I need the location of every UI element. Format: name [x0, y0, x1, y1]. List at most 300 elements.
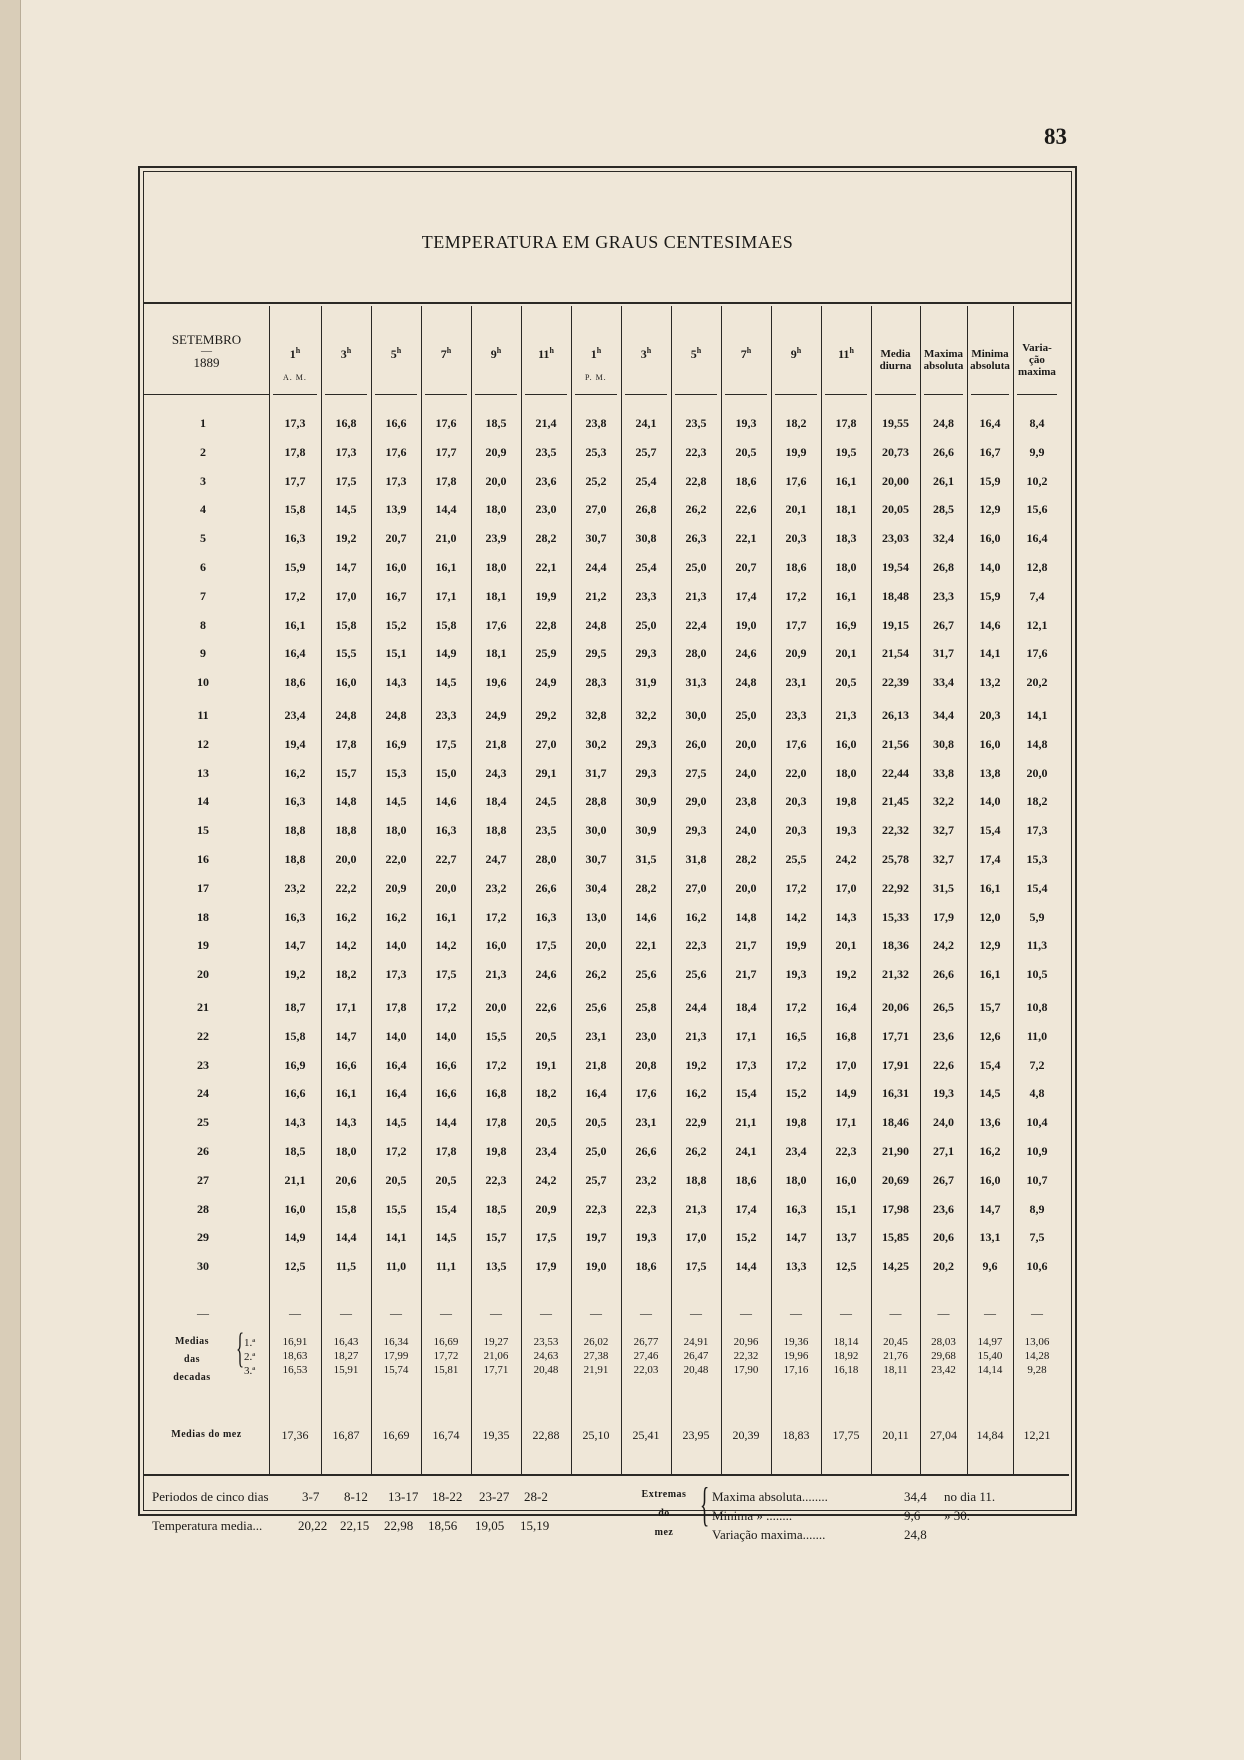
- table-cell: 24,8: [385, 708, 407, 722]
- extremas-line-tail: no dia 11.: [944, 1489, 996, 1504]
- table-cell: 30,8: [933, 736, 954, 751]
- decade-mean-cell: 16,34: [383, 1336, 409, 1348]
- table-cell: 17,5: [535, 1230, 557, 1245]
- table-cell: 17,7: [785, 617, 807, 632]
- month-mean-cell: 16,87: [332, 1428, 360, 1442]
- decade-mean-cell: 22,03: [633, 1364, 659, 1376]
- decade-mean-cell: 9,28: [1027, 1364, 1047, 1376]
- table-cell: 32,7: [933, 823, 954, 838]
- table-cell: 14,0: [385, 1028, 407, 1043]
- table-cell: 21,0: [435, 531, 457, 546]
- table-cell: 24,8: [585, 617, 607, 632]
- decade-mean-cell: 14,14: [977, 1364, 1003, 1376]
- day-number: 6: [200, 560, 206, 574]
- table-cell: 23,8: [585, 416, 607, 430]
- table-cell: 15,7: [485, 1230, 507, 1245]
- table-cell: 17,5: [435, 736, 457, 751]
- variacao-maxima-header: Varia- ção maxima: [1018, 342, 1056, 378]
- table-cell: 19,9: [785, 938, 807, 953]
- table-cell: 31,7: [585, 765, 607, 780]
- table-cell: 16,3: [284, 531, 306, 546]
- decade-mean-cell: 22,32: [733, 1350, 759, 1362]
- table-cell: 17,3: [1026, 823, 1048, 838]
- table-cell: 27,0: [585, 502, 607, 517]
- decade-mean-cell: 24,63: [533, 1350, 559, 1362]
- table-cell: 20,06: [882, 1000, 909, 1014]
- month-mean-cell: 27,04: [930, 1428, 957, 1442]
- table-cell: 20,3: [979, 708, 1001, 722]
- medias-do-mez-label: Medias do mez: [171, 1429, 242, 1440]
- table-cell: 28,2: [635, 880, 657, 895]
- table-cell: 21,3: [485, 967, 507, 982]
- table-cell: 20,0: [735, 736, 757, 751]
- table-cell: 19,2: [284, 967, 306, 982]
- table-cell: 28,3: [585, 675, 607, 690]
- table-cell: 25,6: [685, 967, 707, 982]
- periodo-value: 13-17: [388, 1489, 419, 1504]
- table-cell: 14,5: [335, 502, 357, 517]
- table-cell: 25,4: [635, 560, 657, 574]
- day-number: 25: [197, 1115, 209, 1130]
- month-label: SETEMBRO: [171, 332, 242, 347]
- table-cell: 15,6: [1026, 502, 1048, 517]
- title-box: [144, 172, 1071, 304]
- table-cell: 13,1: [979, 1230, 1001, 1245]
- table-cell: 23,3: [933, 588, 954, 603]
- table-cell: 25,8: [635, 1000, 657, 1014]
- table-cell: 18,4: [735, 1000, 757, 1014]
- table-cell: 18,6: [735, 473, 757, 488]
- table-cell: 20,6: [933, 1230, 954, 1245]
- table-cell: 18,1: [485, 588, 507, 603]
- table-cell: 20,05: [882, 502, 909, 517]
- table-cell: 18,4: [485, 794, 507, 809]
- table-cell: 19,3: [835, 823, 857, 838]
- table-cell: 14,4: [435, 502, 457, 517]
- table-cell: 24,0: [933, 1115, 954, 1130]
- decade-mean-cell: 27,38: [583, 1350, 609, 1362]
- table-cell: 16,1: [835, 588, 857, 603]
- table-cell: 29,5: [585, 646, 607, 661]
- table-cell: 16,0: [979, 736, 1001, 751]
- table-cell: 17,0: [835, 1057, 857, 1072]
- table-cell: 14,2: [435, 938, 457, 953]
- table-cell: 20,0: [735, 880, 757, 895]
- table-cell: 17,7: [435, 444, 457, 459]
- table-cell: 17,3: [385, 473, 407, 488]
- table-cell: 17,5: [335, 473, 357, 488]
- table-cell: 14,3: [835, 909, 857, 924]
- table-cell: 23,2: [485, 880, 507, 895]
- table-cell: 26,1: [933, 473, 954, 488]
- table-cell: 19,2: [685, 1057, 707, 1072]
- table-cell: 21,3: [835, 708, 857, 722]
- table-cell: 22,7: [435, 852, 457, 866]
- table-cell: 21,2: [585, 588, 607, 603]
- table-cell: 15,8: [284, 1028, 306, 1043]
- table-cell: 29,3: [635, 736, 657, 751]
- table-cell: 24,5: [535, 794, 557, 809]
- table-cell: 27,0: [535, 736, 557, 751]
- decade-mean-cell: 17,16: [783, 1364, 809, 1376]
- decade-mean-cell: 21,06: [483, 1350, 509, 1362]
- decade-mean-cell: 19,27: [483, 1336, 509, 1348]
- table-cell: 23,6: [535, 473, 557, 488]
- decade-mean-cell: 21,91: [583, 1364, 609, 1376]
- table-cell: 21,32: [882, 967, 909, 982]
- day-number: 2: [200, 444, 206, 459]
- table-cell: 26,2: [585, 967, 607, 982]
- table-cell: 22,1: [535, 560, 557, 574]
- table-cell: 30,4: [585, 880, 607, 895]
- table-cell: 21,7: [735, 967, 757, 982]
- dash-mark: —: [740, 1306, 752, 1320]
- table-cell: 16,7: [979, 444, 1001, 459]
- table-cell: 14,3: [385, 675, 407, 690]
- table-cell: 14,1: [385, 1230, 407, 1245]
- table-cell: 20,6: [335, 1172, 357, 1187]
- table-cell: 25,5: [785, 852, 807, 866]
- table-cell: 16,3: [785, 1201, 807, 1216]
- table-cell: 20,0: [1026, 765, 1048, 780]
- day-number: 19: [197, 938, 209, 953]
- table-cell: 19,2: [335, 531, 357, 546]
- table-cell: 16,3: [284, 794, 306, 809]
- table-cell: 17,3: [284, 416, 306, 430]
- table-cell: 27,1: [933, 1144, 954, 1158]
- decade-mean-cell: 26,77: [633, 1336, 659, 1348]
- table-cell: 23,1: [585, 1028, 607, 1043]
- table-cell: 18,0: [385, 823, 407, 838]
- table-cell: 33,4: [933, 675, 954, 690]
- table-cell: 17,2: [435, 1000, 457, 1014]
- day-number: 28: [197, 1201, 209, 1216]
- hour-header: 9$^h$: [790, 346, 802, 361]
- table-cell: 11,5: [335, 1259, 357, 1274]
- table-cell: 25,2: [585, 473, 607, 488]
- table-cell: 22,32: [882, 823, 909, 838]
- table-cell: 20,0: [585, 938, 607, 953]
- decade-mean-cell: 19,36: [783, 1336, 809, 1348]
- table-cell: 16,6: [335, 1057, 357, 1072]
- header-cell-rule: [675, 394, 717, 395]
- table-cell: 19,8: [485, 1144, 507, 1158]
- decade-mean-cell: 15,81: [433, 1364, 459, 1376]
- table-cell: 20,0: [335, 852, 357, 866]
- day-number: 5: [200, 531, 206, 546]
- decade-mean-cell: 16,18: [833, 1364, 859, 1376]
- decade-mean-cell: 21,76: [883, 1350, 908, 1362]
- table-cell: 18,8: [335, 823, 357, 838]
- table-cell: 23,8: [735, 794, 757, 809]
- table-cell: 18,5: [485, 1201, 507, 1216]
- day-number: 30: [197, 1259, 209, 1274]
- month-mean-cell: 20,11: [882, 1428, 909, 1442]
- table-cell: 15,4: [435, 1201, 457, 1216]
- header-cell-rule: [725, 394, 767, 395]
- month-mean-cell: 17,36: [281, 1428, 309, 1442]
- table-cell: 14,8: [735, 909, 757, 924]
- table-cell: 31,3: [685, 675, 707, 690]
- table-cell: 26,8: [933, 560, 954, 574]
- table-cell: 14,0: [385, 938, 407, 953]
- table-cell: 28,8: [585, 794, 607, 809]
- table-cell: 9,9: [1029, 444, 1045, 459]
- table-cell: 24,2: [835, 852, 857, 866]
- table-cell: 17,6: [635, 1086, 657, 1101]
- decade-mean-cell: 16,43: [333, 1336, 359, 1348]
- table-cell: 17,6: [435, 416, 457, 430]
- table-cell: 20,2: [933, 1259, 954, 1274]
- table-cell: 13,8: [979, 765, 1001, 780]
- decade-mean-cell: 24,91: [683, 1336, 709, 1348]
- table-cell: 17,2: [785, 1057, 807, 1072]
- day-number: 18: [197, 909, 209, 924]
- table-cell: 26,2: [685, 1144, 707, 1158]
- header-cell-rule: [775, 394, 817, 395]
- table-cell: 15,8: [435, 617, 457, 632]
- pm-label: P. M.: [585, 373, 607, 382]
- table-cell: 16,3: [535, 909, 557, 924]
- decade-mean-cell: 16,69: [433, 1336, 459, 1348]
- dash-mark: —: [1031, 1306, 1043, 1320]
- table-cell: 15,4: [735, 1086, 757, 1101]
- table-cell: 25,7: [635, 444, 657, 459]
- table-cell: 22,39: [882, 675, 909, 690]
- table-cell: 23,0: [535, 502, 557, 517]
- table-cell: 15,9: [979, 588, 1001, 603]
- table-cell: 31,5: [635, 852, 657, 866]
- table-cell: 10,4: [1026, 1115, 1048, 1130]
- table-cell: 18,0: [485, 502, 507, 517]
- table-cell: 15,2: [785, 1086, 807, 1101]
- table-cell: 21,3: [685, 588, 707, 603]
- decade-mean-cell: 18,14: [833, 1336, 859, 1348]
- decade-mean-cell: 26,02: [583, 1336, 609, 1348]
- table-cell: 24,6: [535, 967, 557, 982]
- table-cell: 20,9: [785, 646, 807, 661]
- table-cell: 22,3: [835, 1144, 857, 1158]
- table-cell: 31,8: [685, 852, 707, 866]
- table-cell: 19,8: [835, 794, 857, 809]
- table-cell: 34,4: [933, 708, 954, 722]
- table-cell: 21,1: [284, 1172, 306, 1187]
- dash-mark: —: [889, 1306, 902, 1320]
- year-label: 1889: [193, 355, 220, 370]
- table-cell: 22,4: [685, 617, 707, 632]
- table-cell: 16,4: [585, 1086, 607, 1101]
- table-cell: 25,6: [585, 1000, 607, 1014]
- table-cell: 29,0: [685, 794, 707, 809]
- day-number: 24: [197, 1086, 209, 1101]
- table-cell: 17,3: [335, 444, 357, 459]
- table-cell: 23,5: [685, 416, 707, 430]
- table-cell: 19,8: [785, 1115, 807, 1130]
- table-cell: 25,0: [735, 708, 757, 722]
- table-cell: 28,0: [535, 852, 557, 866]
- table-cell: 11,1: [435, 1259, 457, 1274]
- table-cell: 16,0: [835, 1172, 857, 1187]
- table-cell: 28,2: [535, 531, 557, 546]
- table-cell: 24,3: [485, 765, 507, 780]
- table-cell: 14,0: [979, 560, 1001, 574]
- table-cell: 15,2: [735, 1230, 757, 1245]
- table-cell: 17,6: [785, 736, 807, 751]
- table-cell: 15,7: [979, 1000, 1001, 1014]
- hour-header: 11$^h$: [538, 346, 554, 361]
- dash-mark: —: [590, 1306, 602, 1320]
- periodo-value: 3-7: [302, 1489, 320, 1504]
- table-cell: 19,3: [735, 416, 757, 430]
- periodos-label: Periodos de cinco dias: [152, 1489, 269, 1504]
- table-cell: 13,6: [979, 1115, 1001, 1130]
- month-mean-cell: 12,21: [1023, 1428, 1051, 1442]
- table-cell: 17,6: [385, 444, 407, 459]
- month-mean-cell: 14,84: [976, 1428, 1004, 1442]
- header-cell-rule: [525, 394, 567, 395]
- table-cell: 14,7: [335, 1028, 357, 1043]
- table-cell: 19,2: [835, 967, 857, 982]
- table-cell: 17,1: [435, 588, 457, 603]
- header-cell-rule: [425, 394, 467, 395]
- table-cell: 23,4: [535, 1144, 557, 1158]
- table-cell: 14,5: [385, 794, 407, 809]
- table-cell: 28,0: [685, 646, 707, 661]
- decade-mean-cell: 18,63: [282, 1350, 308, 1362]
- table-cell: 30,7: [585, 852, 607, 866]
- table-cell: 13,9: [385, 502, 407, 517]
- table-cell: 19,3: [933, 1086, 954, 1101]
- decade-mean-cell: 18,92: [833, 1350, 859, 1362]
- temperatura-value: 20,22: [298, 1518, 328, 1533]
- table-cell: 16,0: [485, 938, 507, 953]
- day-number: 27: [197, 1172, 209, 1187]
- table-cell: 22,8: [685, 473, 707, 488]
- hour-header: 7$^h$: [440, 346, 452, 361]
- table-cell: 22,1: [635, 938, 657, 953]
- table-cell: 16,1: [979, 880, 1001, 895]
- table-cell: 20,9: [485, 444, 507, 459]
- table-cell: 17,71: [882, 1028, 909, 1043]
- table-cell: 22,3: [635, 1201, 657, 1216]
- table-cell: 22,3: [685, 938, 707, 953]
- table-cell: 20,5: [535, 1115, 557, 1130]
- table-cell: 7,5: [1029, 1230, 1045, 1245]
- table-cell: 7,2: [1029, 1057, 1045, 1072]
- table-bottom-rule: [144, 1474, 1069, 1476]
- table-cell: 19,9: [535, 588, 557, 603]
- extremas-label: Extremas do mez: [641, 1489, 687, 1538]
- month-mean-cell: 19,35: [482, 1428, 510, 1442]
- table-cell: 30,0: [585, 823, 607, 838]
- table-cell: 11,0: [385, 1259, 407, 1274]
- table-cell: 26,6: [933, 967, 954, 982]
- table-cell: 18,0: [835, 560, 857, 574]
- table-cell: 15,8: [335, 617, 357, 632]
- table-cell: 10,2: [1026, 473, 1048, 488]
- table-cell: 33,8: [933, 765, 954, 780]
- table-cell: 22,3: [585, 1201, 607, 1216]
- table-cell: 24,0: [735, 823, 757, 838]
- dash-mark: —: [390, 1306, 402, 1320]
- table-cell: 26,6: [635, 1144, 657, 1158]
- table-cell: 20,0: [485, 1000, 507, 1014]
- table-cell: 14,6: [435, 794, 457, 809]
- table-cell: 20,1: [785, 502, 807, 517]
- table-cell: 18,5: [485, 416, 507, 430]
- table-cell: 17,8: [435, 1144, 457, 1158]
- table-cell: 14,6: [635, 909, 657, 924]
- table-cell: 5,9: [1029, 909, 1045, 924]
- table-cell: 18,2: [335, 967, 357, 982]
- table-cell: 26,7: [933, 1172, 954, 1187]
- table-cell: 14,8: [1026, 736, 1048, 751]
- temperatura-label: Temperatura media...: [152, 1518, 263, 1533]
- table-cell: 16,2: [385, 909, 407, 924]
- table-cell: 19,9: [785, 444, 807, 459]
- hour-header: 3$^h$: [640, 346, 652, 361]
- table-cell: 17,4: [735, 1201, 757, 1216]
- table-cell: 31,7: [933, 646, 954, 661]
- decade-mean-cell: 16,53: [282, 1364, 308, 1376]
- periodo-value: 28-2: [524, 1489, 548, 1504]
- table-cell: 23,3: [635, 588, 657, 603]
- table-cell: 20,3: [785, 794, 807, 809]
- table-cell: 25,6: [635, 967, 657, 982]
- table-cell: 24,2: [535, 1172, 557, 1187]
- table-cell: 14,7: [979, 1201, 1001, 1216]
- decade-mean-cell: 18,27: [333, 1350, 359, 1362]
- table-cell: 25,9: [535, 646, 557, 661]
- table-cell: 13,5: [485, 1259, 507, 1274]
- table-cell: 16,9: [385, 736, 407, 751]
- table-cell: 17,4: [979, 852, 1001, 866]
- table-cell: 19,3: [785, 967, 807, 982]
- table-cell: 17,98: [882, 1201, 909, 1216]
- table-cell: 14,1: [1026, 708, 1048, 722]
- table-cell: 16,6: [435, 1057, 457, 1072]
- table-cell: 12,5: [835, 1259, 857, 1274]
- table-cell: 17,6: [485, 617, 507, 632]
- table-cell: 15,5: [485, 1028, 507, 1043]
- day-number: 20: [197, 967, 209, 982]
- table-cell: 20,5: [735, 444, 757, 459]
- table-cell: 15,4: [1026, 880, 1048, 895]
- table-cell: 12,8: [1026, 560, 1048, 574]
- day-number: 21: [197, 1000, 209, 1014]
- table-cell: 15,1: [835, 1201, 857, 1216]
- table-cell: 16,2: [685, 1086, 707, 1101]
- extremas-line-label: Maxima absoluta........: [712, 1489, 828, 1504]
- table-cell: 14,4: [435, 1115, 457, 1130]
- table-cell: 23,03: [882, 531, 909, 546]
- table-cell: 25,78: [882, 852, 909, 866]
- table-cell: 19,7: [585, 1230, 607, 1245]
- day-number: 17: [197, 880, 209, 895]
- table-cell: 16,8: [335, 416, 357, 430]
- table-cell: 26,6: [535, 880, 557, 895]
- dash-mark: —: [289, 1306, 301, 1320]
- temperatura-value: 19,05: [475, 1518, 505, 1533]
- table-cell: 16,4: [385, 1057, 407, 1072]
- table-cell: 21,1: [735, 1115, 757, 1130]
- day-number: 12: [197, 736, 209, 751]
- month-mean-cell: 25,10: [582, 1428, 610, 1442]
- table-cell: 17,5: [535, 938, 557, 953]
- table-cell: 16,3: [435, 823, 457, 838]
- table-cell: 17,3: [385, 967, 407, 982]
- table-cell: 32,8: [585, 708, 607, 722]
